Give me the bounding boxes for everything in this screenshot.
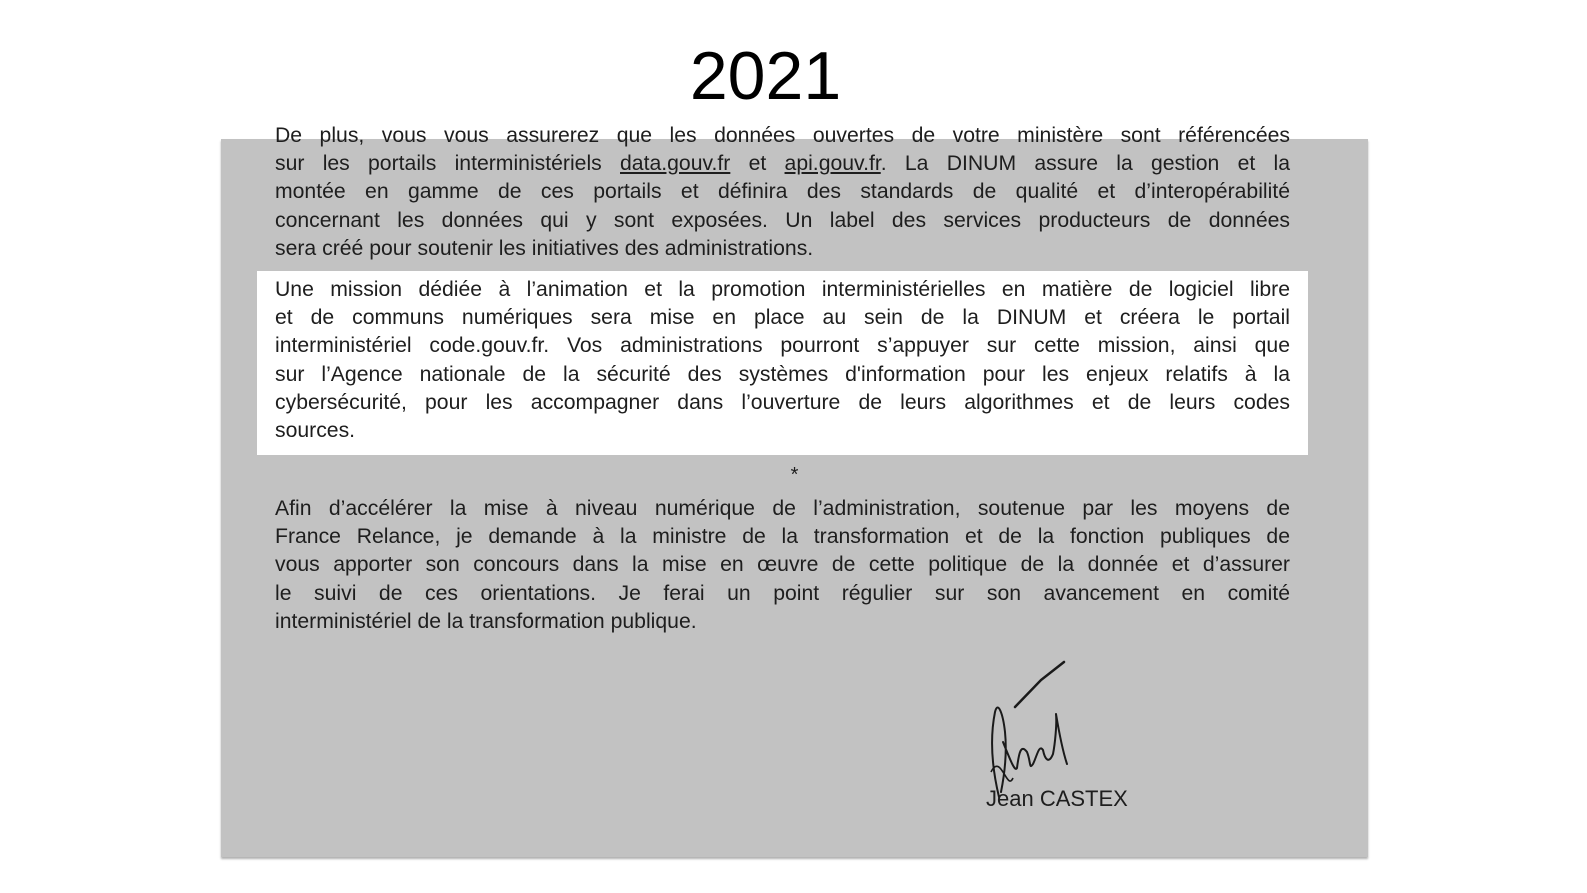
underlined-link-text: api.gouv.fr	[784, 152, 881, 176]
text-line: sources.	[275, 419, 356, 443]
underlined-link-text: data.gouv.fr	[620, 152, 731, 176]
text-line: le suivi de ces orientations. Je ferai un point régulier sur son avancement en comité	[275, 581, 1290, 605]
text-line	[275, 150, 1290, 178]
text-line: interministériel de la transformation publique.	[275, 609, 697, 633]
text-line: cybersécurité, pour les accompagner dans l’ouverture de leurs algorithmes et de leurs codes	[275, 390, 1290, 414]
scanned-letter	[221, 124, 1368, 857]
text-line: vous apporter son concours dans la mise en œuvre de cette politique de la donnée et d’assurer	[275, 553, 1290, 577]
signatory-name: Jean CASTEX	[986, 786, 1128, 811]
slide-title: 2021	[689, 38, 842, 114]
text-line: France Relance, je demande à la ministre de la transformation et de la fonction publiques de	[275, 525, 1290, 549]
paragraph-free-software-mission	[275, 276, 1290, 445]
text-line: De plus, vous vous assurerez que les données ouvertes de votre ministère sont référencées	[275, 124, 1290, 147]
text-fragment: . La DINUM assure la gestion et la	[880, 152, 1290, 176]
text-line: Afin d’accélérer la mise à niveau numérique de l’administration, soutenue par les moyens de	[275, 497, 1290, 520]
text-line: montée en gamme de ces portails et définira des standards de qualité et d’interopérabilité	[275, 180, 1290, 204]
paragraph-france-relance	[275, 495, 1290, 636]
separator-asterisk: *	[790, 464, 799, 486]
text-fragment: et	[730, 152, 785, 176]
text-line: Une mission dédiée à l’animation et la promotion interministérielles en matière de logiciel libre	[275, 278, 1290, 301]
paragraph-open-data-portals	[275, 122, 1290, 263]
text-line: sur l’Agence nationale de la sécurité des systèmes d'information pour les enjeux relatifs à la	[275, 362, 1290, 386]
text-fragment: sur les portails interministériels	[275, 152, 621, 176]
text-line: et de communs numériques sera mise en place au sein de la DINUM et créera le portail	[275, 306, 1290, 330]
text-line: sera créé pour soutenir les initiatives des administrations.	[275, 236, 814, 260]
text-line: interministériel code.gouv.fr. Vos administrations pourront s’appuyer sur cette mission, ainsi que	[275, 334, 1290, 358]
text-line: concernant les données qui y sont exposées. Un label des services producteurs de données	[275, 208, 1290, 232]
